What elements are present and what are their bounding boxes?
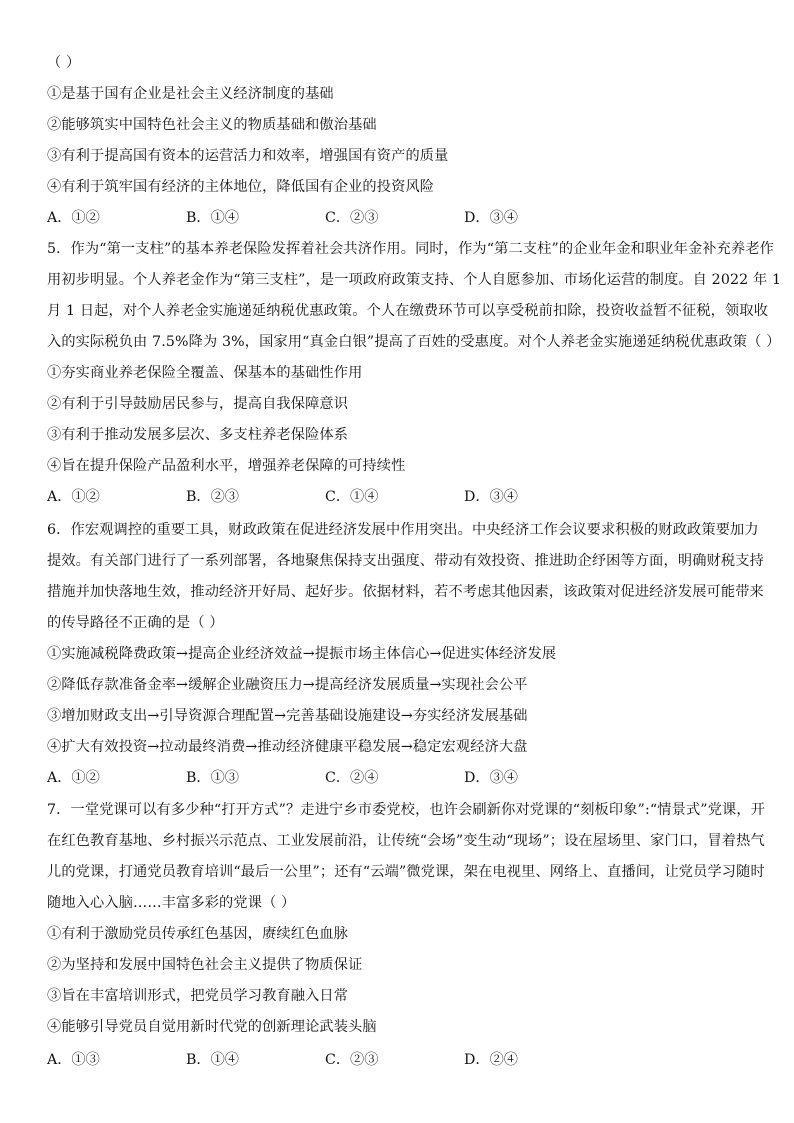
q6-statement-2: ②降低存款准备金率→缓解企业融资压力→提高经济发展质量→实现社会公平 — [47, 677, 528, 693]
q7-option-c: C．②③ — [325, 1052, 379, 1068]
q5-option-a: A．①② — [47, 489, 100, 505]
q5-statement-1: ①夯实商业养老保险全覆盖、保基本的基础性作用 — [47, 365, 363, 381]
q4-option-a: A．①② — [47, 210, 100, 226]
q7-option-d: D．②④ — [464, 1052, 518, 1068]
q4-option-b: B．①④ — [186, 210, 239, 226]
q7-statement-2: ②为坚持和发展中国特色社会主义提供了物质保证 — [47, 957, 363, 973]
q7-statement-1: ①有利于激励党员传承红色基因，赓续红色血脉 — [47, 926, 349, 942]
q5-stem-line-2: 用初步明显。个人养老金作为“第三支柱”，是一项政府政策支持、个人自愿参加、市场化运营的制度。自 2022 年 1 — [47, 272, 782, 288]
q4-stem-end: （ ） — [47, 55, 81, 71]
q5-stem-line-4: 入的实际税负由 7.5%降为 3%，国家用“真金白银”提高了百姓的受惠度。对个人养老金实施递延纳税优惠政策（ ） — [47, 334, 781, 350]
q7-option-b: B．①④ — [186, 1052, 239, 1068]
q5-statement-4: ④旨在提升保险产品盈利水平，增强养老保障的可持续性 — [47, 458, 406, 474]
q5-stem-line-3: 月 1 日起，对个人养老金实施递延纳税优惠政策。个人在缴费环节可以享受税前扣除，投资收益暂不征税，领取收 — [47, 303, 769, 319]
q6-statement-4: ④扩大有效投资→拉动最终消费→推动经济健康平稳发展→稳定宏观经济大盘 — [47, 739, 528, 755]
q5-stem-line-1: 5．作为“第一支柱”的基本养老保险发挥着社会共济作用。同时，作为“第二支柱”的企业年金和职业年金补充养老作 — [47, 241, 774, 257]
q6-statement-1: ①实施减税降费政策→提高企业经济效益→提振市场主体信心→促进实体经济发展 — [47, 646, 557, 662]
q5-statement-3: ③有利于推动发展多层次、多支柱养老保险体系 — [47, 427, 349, 443]
q4-statement-4: ④有利于筑牢国有经济的主体地位，降低国有企业的投资风险 — [47, 179, 435, 195]
q6-option-a: A．①② — [47, 770, 100, 786]
q4-statement-1: ①是基于国有企业是社会主义经济制度的基础 — [47, 86, 334, 102]
q4-statement-3: ③有利于提高国有资本的运营活力和效率，增强国有资产的质量 — [47, 148, 449, 164]
q4-option-d: D．③④ — [464, 210, 518, 226]
q5-statement-2: ②有利于引导鼓励居民参与，提高自我保障意识 — [47, 396, 349, 412]
q7-stem-line-3: 儿的党课，打通党员教育培训“最后一公里”；还有“云端”微党课，架在电视里、网络上、直播间，让党员学习随时 — [47, 864, 765, 880]
q7-stem-line-2: 在红色教育基地、乡村振兴示范点、工业发展前沿，让传统“会场”变生动“现场”；设在屋场里、家门口，冒着热气 — [47, 833, 765, 849]
q6-statement-3: ③增加财政支出→引导资源合理配置→完善基础设施建设→夯实经济发展基础 — [47, 708, 528, 724]
q6-stem-line-1: 6．作宏观调控的重要工具，财政政策在促进经济发展中作用突出。中央经济工作会议要求积极的财政政策要加力 — [47, 522, 759, 538]
q4-statement-2: ②能够筑实中国特色社会主义的物质基础和傲治基础 — [47, 117, 377, 133]
q7-statement-3: ③旨在丰富培训形式，把党员学习教育融入日常 — [47, 988, 349, 1004]
q6-option-d: D．③④ — [464, 770, 518, 786]
q7-option-a: A．①③ — [47, 1052, 100, 1068]
q6-stem-line-2: 提效。有关部门进行了一系列部署，各地聚焦保持支出强度、带动有效投资、推进助企纾困等方面，明确财税支持 — [47, 553, 764, 569]
q6-stem-line-4: 的传导路径不正确的是（ ） — [47, 615, 224, 631]
q7-stem-line-4: 随地入心入脑……丰富多彩的党课（ ） — [47, 895, 296, 911]
q6-stem-line-3: 措施并加快落地生效，推动经济开好局、起好步。依据材料，若不考虑其他因素，该政策对促进经济发展可能带来 — [47, 584, 764, 600]
q5-option-b: B．②③ — [186, 489, 239, 505]
q4-option-c: C．②③ — [325, 210, 379, 226]
q5-option-c: C．①④ — [325, 489, 379, 505]
q6-option-b: B．①③ — [186, 770, 239, 786]
q6-option-c: C．②④ — [325, 770, 379, 786]
q7-statement-4: ④能够引导党员自觉用新时代党的创新理论武装头脑 — [47, 1019, 377, 1035]
q5-option-d: D．③④ — [464, 489, 518, 505]
q7-stem-line-1: 7．一堂党课可以有多少种“打开方式”？走进宁乡市委党校，也许会刷新你对党课的“刻板印象”:“情景式”党课，开 — [47, 802, 766, 818]
